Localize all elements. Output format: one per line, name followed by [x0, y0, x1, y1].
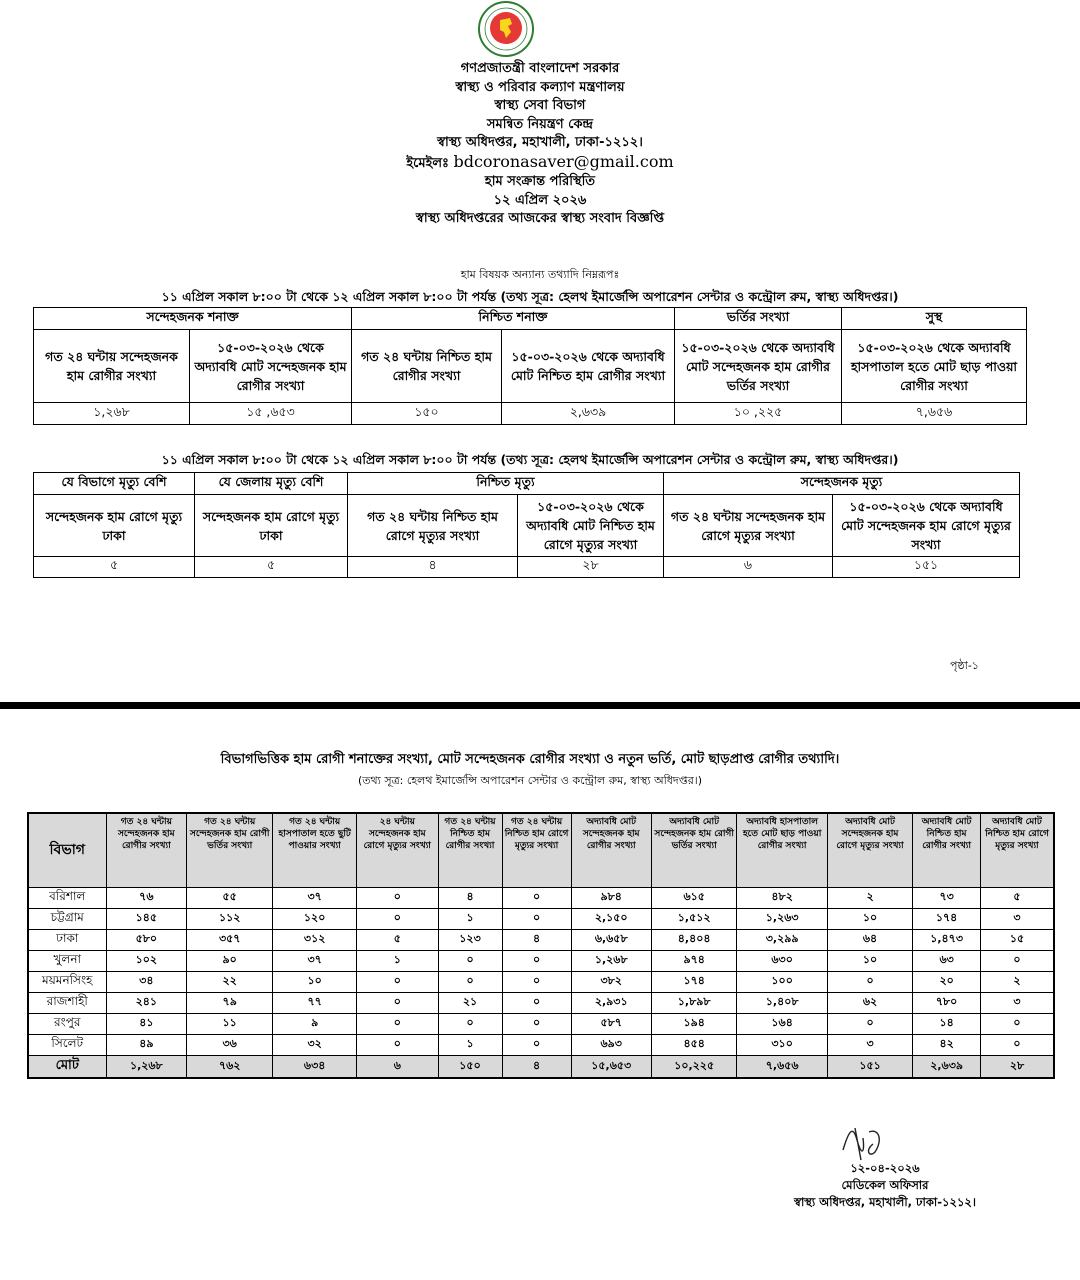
- total-value: ১৫,৬৫৩: [571, 1055, 651, 1078]
- group-header: সন্দেহজনক মৃত্যু: [664, 473, 1020, 495]
- value-cell: ১০: [273, 971, 357, 992]
- header-line: স্বাস্থ্য সেবা বিভাগ: [494, 98, 586, 113]
- value-cell: ৫: [34, 557, 195, 578]
- signatory-title: মেডিকেল অফিসার: [841, 1178, 929, 1192]
- value-cell: ৪: [438, 887, 502, 908]
- value-cell: ০: [357, 1034, 438, 1055]
- column-header: গত ২৪ ঘন্টায় নিশ্চিত হাম রোগীর সংখ্যা: [352, 330, 502, 403]
- value-cell: ২১: [438, 992, 502, 1013]
- value-cell: ৭৬: [106, 887, 187, 908]
- value-cell: ৯০: [187, 950, 273, 971]
- division-table-source: (তথ্য সূত্র: হেলথ ইমার্জেন্সি অপারেশন সেন্টার ও কন্ট্রোল রুম, স্বাস্থ্য অধিদপ্তর।): [357, 774, 703, 787]
- column-header: সন্দেহজনক হাম রোগে মৃত্যু ঢাকা: [195, 495, 348, 557]
- value-cell: ৪১: [106, 1013, 187, 1034]
- column-header: গত ২৪ ঘন্টায় হাসপাতাল হতে ছুটি পাওয়ার সংখ্যা: [273, 813, 357, 887]
- table-row: [28, 950, 1054, 971]
- value-cell: ০: [502, 992, 571, 1013]
- value-cell: ৬৩: [913, 950, 981, 971]
- table-row: [28, 887, 1054, 908]
- value-cell: ৬৯৩: [571, 1034, 651, 1055]
- signature-date: ১২-০৪-২০২৬: [850, 1161, 920, 1175]
- division-table-title: বিভাগভিত্তিক হাম রোগী শনাক্তের সংখ্যা, মোট সন্দেহজনক রোগীর সংখ্যা ও নতুন ভর্তি, মোট ছাড়প্রাপ্ত রোগীর তথ্যাদি।: [220, 752, 840, 767]
- table-row: [28, 1034, 1054, 1055]
- column-header: গত ২৪ ঘন্টায় সন্দেহজনক হাম রোগীর সংখ্যা: [106, 813, 187, 887]
- value-cell: ৫৮৭: [571, 1013, 651, 1034]
- value-cell: ০: [827, 1013, 912, 1034]
- value-cell: ১৬৪: [737, 1013, 827, 1034]
- column-header: অদ্যাবধি হাসপাতাল হতে মোট ছাড় পাওয়া রোগীর সংখ্যা: [737, 813, 827, 887]
- value-cell: ৭৮০: [913, 992, 981, 1013]
- value-cell: ১০২: [106, 950, 187, 971]
- column-header: অদ্যাবধি মোট নিশ্চিত হাম রোগে মৃত্যুর সংখ্যা: [980, 813, 1054, 887]
- value-cell: ০: [357, 1013, 438, 1034]
- table-row: [28, 1013, 1054, 1034]
- value-cell: ১৫০: [352, 403, 502, 425]
- value-cell: ১: [438, 1034, 502, 1055]
- value-cell: ১১: [187, 1013, 273, 1034]
- table2-period: ১১ এপ্রিল সকাল ৮:০০ টা থেকে ১২ এপ্রিল সকাল ৮:০০ টা পর্যন্ত (তথ্য সূত্র: হেলথ ইমার্জেন্সি অপারেশন সেন্টার ও কন্ট্রোল রুম, স্বাস্থ্য অধিদপ্তর।): [161, 452, 899, 467]
- value-cell: ০: [980, 950, 1054, 971]
- group-header: নিশ্চিত শনাক্ত: [352, 308, 675, 330]
- value-cell: ৯৭৪: [651, 950, 737, 971]
- column-header: অদ্যাবধি মোট সন্দেহজনক হাম রোগে মৃত্যুর সংখ্যা: [827, 813, 912, 887]
- column-header: সন্দেহজনক হাম রোগে মৃত্যু ঢাকা: [34, 495, 195, 557]
- sub-note: হাম বিষয়ক অন্যান্য তথ্যাদি নিম্নরূপঃ: [460, 268, 620, 281]
- value-cell: ২,৯৩১: [571, 992, 651, 1013]
- division-name: চট্টগ্রাম: [28, 908, 106, 929]
- total-value: ৪: [502, 1055, 571, 1078]
- header-line: স্বাস্থ্য অধিদপ্তর, মহাখালী, ঢাকা-১২১২।: [437, 135, 643, 150]
- column-header: গত ২৪ ঘন্টায় নিশ্চিত হাম রোগে মৃত্যুর সংখ্যা: [348, 495, 518, 557]
- total-value: ১৫০: [438, 1055, 502, 1078]
- value-cell: ২,১৫০: [571, 908, 651, 929]
- value-cell: ০: [502, 1013, 571, 1034]
- value-cell: ৩৫৭: [187, 929, 273, 950]
- division-name: খুলনা: [28, 950, 106, 971]
- column-header: বিভাগ: [28, 813, 106, 887]
- value-cell: ৩৭: [273, 887, 357, 908]
- value-cell: ১,৮৯৮: [651, 992, 737, 1013]
- value-cell: ৫: [357, 929, 438, 950]
- summary-deaths-table: [33, 472, 1020, 578]
- value-cell: ৯: [273, 1013, 357, 1034]
- value-cell: ১৫ ,৬৫৩: [190, 403, 352, 425]
- value-cell: ২৮: [518, 557, 664, 578]
- value-cell: ০: [357, 887, 438, 908]
- header-line: সমন্বিত নিয়ন্ত্রণ কেন্দ্র: [486, 116, 594, 132]
- value-cell: ৭৯: [187, 992, 273, 1013]
- table-row: [28, 971, 1054, 992]
- signature-icon: [835, 1120, 895, 1165]
- column-header: অদ্যাবধি মোট নিশ্চিত হাম রোগীর সংখ্যা: [913, 813, 981, 887]
- column-header: ২৪ ঘন্টায় সন্দেহজনক হাম রোগে মৃত্যুর সংখ্যা: [357, 813, 438, 887]
- table-row: [28, 992, 1054, 1013]
- division-name: ময়মনসিংহ: [28, 971, 106, 992]
- total-value: ১৫১: [827, 1055, 912, 1078]
- value-cell: ৪২: [913, 1034, 981, 1055]
- value-cell: ১৯৪: [651, 1013, 737, 1034]
- value-cell: ৪৮২: [737, 887, 827, 908]
- column-header: ১৫-০৩-২০২৬ থেকে অদ্যাবধি মোট সন্দেহজনক হাম রোগীর ভর্তির সংখ্যা: [675, 330, 842, 403]
- total-value: ২৮: [980, 1055, 1054, 1078]
- column-header: ১৫-০৩-২০২৬ থেকে অদ্যাবধি মোট নিশ্চিত হাম রোগীর সংখ্যা: [502, 330, 675, 403]
- value-cell: ৪: [502, 929, 571, 950]
- value-cell: ০: [502, 887, 571, 908]
- value-cell: ০: [502, 971, 571, 992]
- email-address[interactable]: bdcoronasaver@gmail.com: [453, 151, 674, 171]
- document-header: [0, 60, 1080, 229]
- email-line: [0, 153, 1080, 174]
- table-row: [28, 908, 1054, 929]
- value-cell: ৯৮৪: [571, 887, 651, 908]
- bulletin-title: স্বাস্থ্য অধিদপ্তরের আজকের স্বাস্থ্য সংবাদ বিজ্ঞপ্তি: [415, 211, 665, 226]
- column-header: ১৫-০৩-২০২৬ থেকে অদ্যাবধি মোট সন্দেহজনক হাম রোগীর সংখ্যা: [190, 330, 352, 403]
- value-cell: ৬২: [827, 992, 912, 1013]
- signatory-office: স্বাস্থ্য অধিদপ্তর, মহাখালী, ঢাকা-১২১২।: [793, 1195, 977, 1209]
- value-cell: ৩: [827, 1034, 912, 1055]
- column-header: গত ২৪ ঘন্টায় সন্দেহজনক হাম রোগী ভর্তির সংখ্যা: [187, 813, 273, 887]
- header-line: স্বাস্থ্য ও পরিবার কল্যাণ মন্ত্রণালয়: [455, 79, 625, 95]
- value-cell: ৩৭: [273, 950, 357, 971]
- total-label: মোট: [28, 1055, 106, 1078]
- value-cell: ৪৯: [106, 1034, 187, 1055]
- group-header: যে জেলায় মৃত্যু বেশি: [195, 473, 348, 495]
- header-line: গণপ্রজাতন্ত্রী বাংলাদেশ সরকার: [460, 61, 620, 76]
- table1-period: ১১ এপ্রিল সকাল ৮:০০ টা থেকে ১২ এপ্রিল সকাল ৮:০০ টা পর্যন্ত (তথ্য সূত্র: হেলথ ইমার্জেন্সি অপারেশন সেন্টার ও কন্ট্রোল রুম, স্বাস্থ্য অধিদপ্তর।): [161, 289, 899, 304]
- value-cell: ৩: [980, 992, 1054, 1013]
- value-cell: ৬৪: [827, 929, 912, 950]
- value-cell: ১৫১: [833, 557, 1020, 578]
- email-label: ইমেইলঃ: [406, 155, 449, 171]
- group-header: সুস্থ: [842, 308, 1027, 330]
- value-cell: ১০০: [737, 971, 827, 992]
- value-cell: ১০ ,২২৫: [675, 403, 842, 425]
- value-cell: ৩১০: [737, 1034, 827, 1055]
- column-header: ১৫-০৩-২০২৬ থেকে অদ্যাবধি হাসপাতাল হতে মোট ছাড় পাওয়া রোগীর সংখ্যা: [842, 330, 1027, 403]
- value-cell: ৩৮২: [571, 971, 651, 992]
- value-cell: ৭৩: [913, 887, 981, 908]
- value-cell: ১০: [827, 950, 912, 971]
- value-cell: ৬৩০: [737, 950, 827, 971]
- value-cell: ০: [357, 971, 438, 992]
- value-cell: ৪,৪০৪: [651, 929, 737, 950]
- column-header: অদ্যাবধি মোট সন্দেহজনক হাম রোগী ভর্তির সংখ্যা: [651, 813, 737, 887]
- value-cell: ১৭৪: [651, 971, 737, 992]
- value-cell: ০: [357, 992, 438, 1013]
- value-cell: ১,৪০৮: [737, 992, 827, 1013]
- value-cell: ৫৮০: [106, 929, 187, 950]
- group-header: ভর্তির সংখ্যা: [675, 308, 842, 330]
- group-header: যে বিভাগে মৃত্যু বেশি: [34, 473, 195, 495]
- total-value: ২,৬৩৯: [913, 1055, 981, 1078]
- page-number: পৃষ্ঠা-১: [950, 659, 979, 672]
- column-header: ১৫-০৩-২০২৬ থেকে অদ্যাবধি মোট সন্দেহজনক হাম রোগে মৃত্যুর সংখ্যা: [833, 495, 1020, 557]
- value-cell: ৬১৫: [651, 887, 737, 908]
- total-value: ৭,৬৫৬: [737, 1055, 827, 1078]
- value-cell: ২০: [913, 971, 981, 992]
- division-name: সিলেট: [28, 1034, 106, 1055]
- value-cell: ১২৩: [438, 929, 502, 950]
- summary-cases-table: [33, 307, 1027, 425]
- column-header: গত ২৪ ঘন্টায় নিশ্চিত হাম রোগে মৃত্যুর সংখ্যা: [502, 813, 571, 887]
- report-date: ১২ এপ্রিল ২০২৬: [493, 192, 587, 208]
- value-cell: ১১২: [187, 908, 273, 929]
- value-cell: ৩২: [273, 1034, 357, 1055]
- total-row: [28, 1055, 1054, 1078]
- value-cell: ০: [438, 950, 502, 971]
- value-cell: ১২০: [273, 908, 357, 929]
- value-cell: ২: [980, 971, 1054, 992]
- value-cell: ৪৫৪: [651, 1034, 737, 1055]
- signature-block: [780, 1160, 990, 1211]
- value-cell: ৩: [980, 908, 1054, 929]
- value-cell: ১,২৬৩: [737, 908, 827, 929]
- division-wise-table: [27, 812, 1055, 1079]
- total-value: ৬৩৪: [273, 1055, 357, 1078]
- column-header: গত ২৪ ঘন্টায় নিশ্চিত হাম রোগীর সংখ্যা: [438, 813, 502, 887]
- value-cell: ০: [502, 1034, 571, 1055]
- value-cell: ১৫: [980, 929, 1054, 950]
- value-cell: ৩৪: [106, 971, 187, 992]
- value-cell: ০: [357, 908, 438, 929]
- value-cell: ১৪৫: [106, 908, 187, 929]
- value-cell: ০: [502, 950, 571, 971]
- division-name: বরিশাল: [28, 887, 106, 908]
- division-name: রংপুর: [28, 1013, 106, 1034]
- government-emblem-icon: [470, 0, 542, 58]
- value-cell: ০: [980, 1034, 1054, 1055]
- column-header: গত ২৪ ঘন্টায় সন্দেহজনক হাম রোগে মৃত্যুর সংখ্যা: [664, 495, 833, 557]
- value-cell: ১,২৬৮: [571, 950, 651, 971]
- value-cell: ১,৪৭৩: [913, 929, 981, 950]
- table-row: [28, 929, 1054, 950]
- value-cell: ১৭৪: [913, 908, 981, 929]
- division-name: ঢাকা: [28, 929, 106, 950]
- page-divider: [0, 702, 1080, 709]
- value-cell: ২২: [187, 971, 273, 992]
- value-cell: ২: [827, 887, 912, 908]
- value-cell: ০: [980, 1013, 1054, 1034]
- subject: হাম সংক্রান্ত পরিস্থিতি: [484, 174, 596, 189]
- header-row: [28, 813, 1054, 887]
- group-header: নিশ্চিত মৃত্যু: [348, 473, 664, 495]
- value-cell: ৩৬: [187, 1034, 273, 1055]
- value-cell: ৫: [195, 557, 348, 578]
- value-cell: ১৪: [913, 1013, 981, 1034]
- value-cell: ৪: [348, 557, 518, 578]
- total-value: ১,২৬৮: [106, 1055, 187, 1078]
- value-cell: ৩১২: [273, 929, 357, 950]
- column-header: ১৫-০৩-২০২৬ থেকে অদ্যাবধি মোট নিশ্চিত হাম রোগে মৃত্যুর সংখ্যা: [518, 495, 664, 557]
- value-cell: ২৪১: [106, 992, 187, 1013]
- value-cell: ১: [357, 950, 438, 971]
- group-header: সন্দেহজনক শনাক্ত: [34, 308, 352, 330]
- value-cell: ০: [438, 971, 502, 992]
- division-name: রাজশাহী: [28, 992, 106, 1013]
- value-cell: ৫: [980, 887, 1054, 908]
- value-cell: ৬,৬৫৮: [571, 929, 651, 950]
- total-value: ৭৬২: [187, 1055, 273, 1078]
- value-cell: ৩,২৯৯: [737, 929, 827, 950]
- value-cell: ৭,৬৫৬: [842, 403, 1027, 425]
- value-cell: ১: [438, 908, 502, 929]
- value-cell: ০: [827, 971, 912, 992]
- value-cell: ৫৫: [187, 887, 273, 908]
- value-cell: ১,৫১২: [651, 908, 737, 929]
- total-value: ৬: [357, 1055, 438, 1078]
- value-cell: ১,২৬৮: [34, 403, 190, 425]
- value-cell: ৭৭: [273, 992, 357, 1013]
- column-header: গত ২৪ ঘন্টায় সন্দেহজনক হাম রোগীর সংখ্যা: [34, 330, 190, 403]
- value-cell: ১০: [827, 908, 912, 929]
- value-cell: ০: [502, 908, 571, 929]
- value-cell: ৬: [664, 557, 833, 578]
- column-header: অদ্যাবধি মোট সন্দেহজনক হাম রোগীর সংখ্যা: [571, 813, 651, 887]
- value-cell: ২,৬৩৯: [502, 403, 675, 425]
- value-cell: ০: [438, 1013, 502, 1034]
- total-value: ১০,২২৫: [651, 1055, 737, 1078]
